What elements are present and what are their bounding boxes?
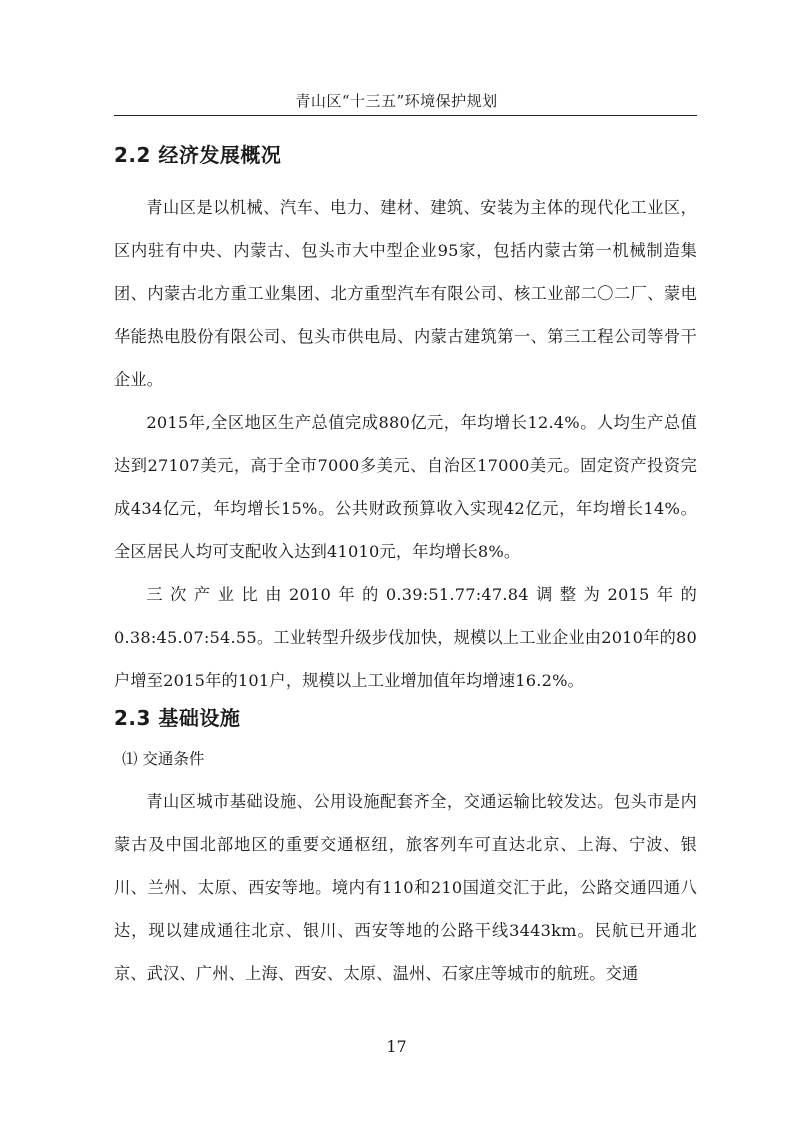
paragraph-industry-structure-line1: 三次产业比由2010年的0.39:51.77:47.84调整为2015年的 (146, 585, 697, 604)
page-body (114, 135, 697, 995)
section-heading-2-3: 2.3 基础设施 (114, 706, 241, 730)
section-heading-2-2: 2.2 经济发展概况 (114, 143, 282, 167)
subsection-transport-title: ⑴ 交通条件 (122, 750, 205, 768)
paragraph-industry-overview: 青山区是以机械、汽车、电力、建材、建筑、安装为主体的现代化工业区，区内驻有中央、内蒙古、包头市大中型企业95家，包括内蒙古第一机械制造集团、内蒙古北方重工业集团、北方重型汽车有限公司、核工业部二〇二厂、蒙电华能热电股份有限公司、包头市供电局、内蒙古建筑第一、第三工程公司等骨干企业。 (114, 198, 697, 389)
paragraph-industry-structure-rest: 0.38:45.07:54.55。工业转型升级步伐加快，规模以上工业企业由2010年的80户增至2015年的101户，规模以上工业增加值年均增速16.2%。 (114, 628, 697, 690)
page-number: 17 (386, 1037, 407, 1056)
paragraph-economic-statistics: 2015年,全区地区生产总值完成880亿元，年均增长12.4%。人均生产总值达到27107美元，高于全市7000多美元、自治区17000美元。固定资产投资完成434亿元，年均增长15%。公共财政预算收入实现42亿元，年均增长14%。全区居民人均可支配收入达到41010元，年均增长8%。 (114, 413, 697, 561)
paragraph-transport-conditions: 青山区城市基础设施、公用设施配套齐全，交通运输比较发达。包头市是内蒙古及中国北部地区的重要交通枢纽，旅客列车可直达北京、上海、宁波、银川、兰州、太原、西安等地。境内有110和210国道交汇于此，公路交通四通八达，现以建成通往北京、银川、西安等地的公路干线3443km。民航已开通北京、武汉、广州、上海、西安、太原、温州、石家庄等城市的航班。交通 (114, 792, 697, 983)
running-header: 青山区“十三五”环境保护规划 (295, 92, 498, 110)
header-divider (114, 115, 697, 116)
